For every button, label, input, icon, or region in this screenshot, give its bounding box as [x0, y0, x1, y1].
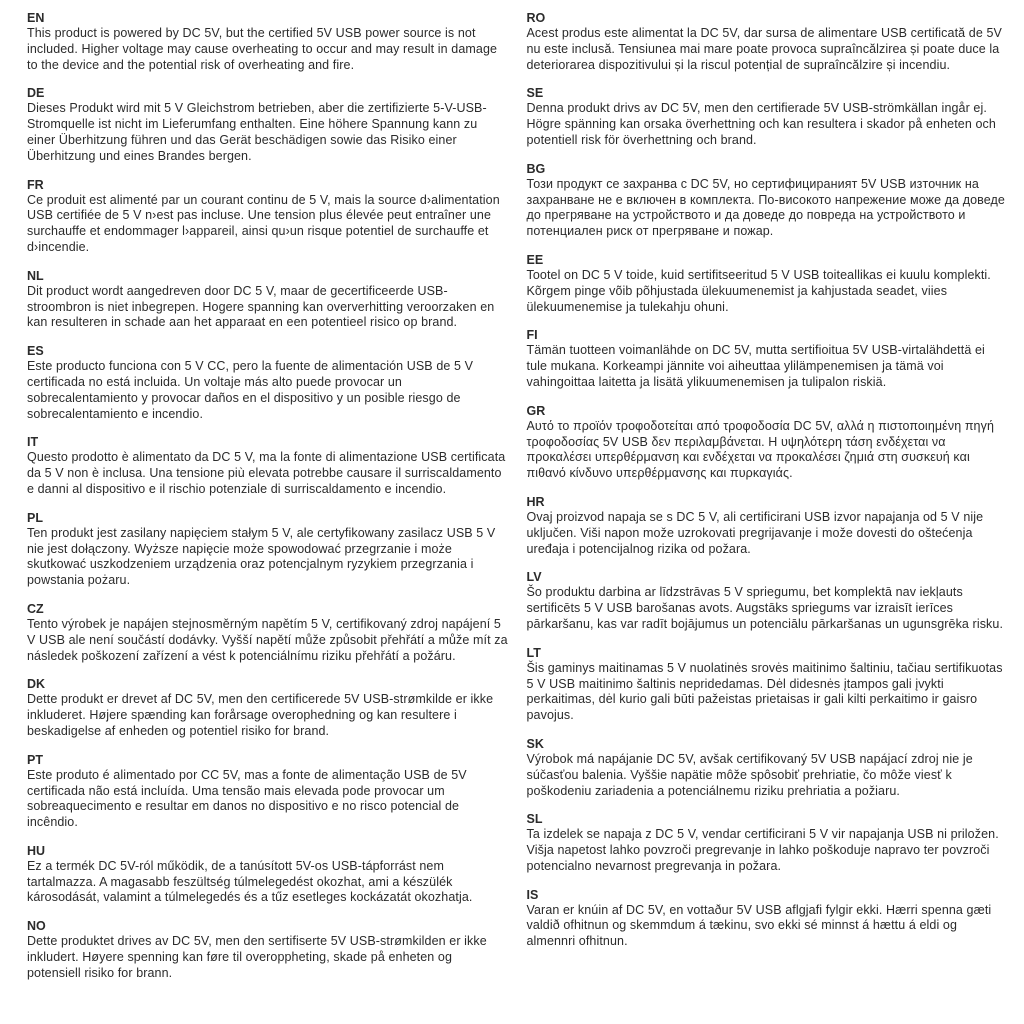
- warning-text: Šo produktu darbina ar līdzstrāvas 5 V spriegumu, bet komplektā nav iekļauts sertificēts 5 V USB barošanas avots. Augstāks spriegums var izraisīt ierīces pārkaršanu, kas var radīt bojājumus un potenciālu pārkaršanas un ugunsgrēka risku.: [526, 585, 1004, 631]
- warning-text: Този продукт се захранва с DC 5V, но сертифицираният 5V USB източник на захранване не е включен в комплекта. По-високото напрежение може да доведе до прегряване на устройството и да доведе до повреда на устройството и потенциален риск от прегряване и пожар.: [526, 176, 1005, 239]
- language-section: [27, 10, 509, 73]
- warning-text: Acest produs este alimentat la DC 5V, dar sursa de alimentare USB certificată de 5V nu este inclusă. Tensiunea mai mare poate provoca supraîncălzirea și poate duce la deteriorarea dispozitivului și la riscul potențial de supraîncălzire și incendiu.: [526, 26, 1002, 72]
- language-section: [27, 843, 509, 906]
- warning-text: Dette produkt er drevet af DC 5V, men den certificerede 5V USB-strømkilde er ikke inkluderet. Højere spænding kan forårsage overophedning og kan resultere i beskadigelse af enheden og potentiel risiko for brand.: [27, 692, 494, 738]
- language-section: [527, 403, 1009, 482]
- language-section: [27, 918, 509, 981]
- column-right: [527, 10, 1009, 1014]
- warning-text: Tämän tuotteen voimanlähde on DC 5V, mutta sertifioitua 5V USB-virtalähdettä ei tule mukana. Korkeampi jännite voi aiheuttaa ylilämpenemisen ja tämä voi vahingoittaa laitetta ja lisätä ylikuumenemisen ja tulipalon riskiä.: [526, 343, 985, 389]
- warning-text: Dette produktet drives av DC 5V, men den sertifiserte 5V USB-strømkilden er ikke inkludert. Høyere spenning kan føre til overoppheting, skade på enheten og potensiell risiko for brann.: [27, 934, 487, 980]
- language-code: BG: [526, 161, 546, 176]
- language-code: HR: [526, 494, 545, 509]
- language-section: [527, 645, 1009, 724]
- language-code: EN: [27, 11, 45, 25]
- warning-text: Denna produkt drivs av DC 5V, men den certifierade 5V USB-strömkällan ingår ej. Högre spänning kan orsaka överhettning och kan resultera i skador på enheten och potentiell risk för överhettning och brand.: [526, 101, 996, 147]
- warning-text: Ovaj proizvod napaja se s DC 5 V, ali certificirani USB izvor napajanja od 5 V nije uključen. Viši napon može uzrokovati pregrijavanje i može dovesti do oštećenja uređaja i potencijalnog rizika od požara.: [526, 509, 984, 556]
- warning-text: Dit product wordt aangedreven door DC 5 V, maar de gecertificeerde USB-stroombron is niet inbegrepen. Hogere spanning kan oververhitting veroorzaken en kan resulteren in schade aan het apparaat en een potentieel risico op brand.: [27, 283, 495, 330]
- language-code: SK: [526, 736, 544, 751]
- warning-text: Šis gaminys maitinamas 5 V nuolatinės srovės maitinimo šaltiniu, tačiau sertifikuotas 5 V USB maitinimo šaltinis nepridedamas. Dėl didesnės įtampos gali įvykti perkaitimas, dėl kurio gali būti pažeistas prietaisas ir gali kilti perkaitimo ir gaisro pavojus.: [526, 660, 1003, 723]
- warning-text: Ce produit est alimenté par un courant continu de 5 V, mais la source d›alimentation USB certifiée de 5 V n›est pas incluse. Une tension plus élevée peut entraîner une surchauffe et endommager l›appareil, ainsi qu›un risque potentiel de surchauffe et d›incendie.: [27, 192, 500, 254]
- language-code: EE: [526, 252, 544, 267]
- language-code: RO: [526, 11, 546, 25]
- language-section: [27, 752, 509, 831]
- warning-text: Tootel on DC 5 V toide, kuid sertifitseeritud 5 V USB toiteallikas ei kuulu komplekti. Kõrgem pinge võib põhjustada ülekuumenemist ja kahjustada seadet, viies ülekuumenemise ja tulekahju ohuni.: [526, 267, 991, 314]
- warning-text: Ez a termék DC 5V-ról működik, de a tanúsított 5V-os USB-tápforrást nem tartalmazza. A magasabb feszültség túlmelegedést okozhat, ami a készülék károsodását, valamint a túlmelegedés és a tűz esetleges kockázatát okozhatja.: [27, 858, 473, 905]
- language-section: [527, 887, 1009, 950]
- language-section: [527, 736, 1009, 799]
- language-code: HU: [27, 843, 46, 858]
- language-section: [27, 601, 509, 664]
- language-code: NO: [27, 919, 46, 934]
- warning-text: Varan er knúin af DC 5V, en vottaður 5V USB aflgjafi fylgir ekki. Hærri spenna gæti valdið ofhitnun og skemmdum á tækinu, svo ekki sé minnst á hættu á eldi og almennri ofhitnun.: [526, 902, 992, 949]
- warning-text: Este produto é alimentado por CC 5V, mas a fonte de alimentação USB de 5V certificada não está incluída. Uma tensão mais elevada pode provocar um sobreaquecimento e resultar em danos no dispositivo e no risco potencial de incêndio.: [27, 767, 467, 830]
- language-code: DE: [27, 86, 45, 101]
- language-code: LT: [526, 645, 541, 660]
- warning-text: Este producto funciona con 5 V CC, pero la fuente de alimentación USB de 5 V certificada no está incluida. Un voltaje más alto puede provocar un sobrecalentamiento y provocar daños en el dispositivo y un posible riesgo de sobrecalentamiento e incendio.: [27, 359, 474, 421]
- language-code: SL: [526, 812, 543, 827]
- warning-text: Výrobok má napájanie DC 5V, avšak certifikovaný 5V USB napájací zdroj nie je súčasťou balenia. Vyššie napätie môže spôsobiť prehriatie, čo môže viesť k poškodeniu zariadenia a potenciálnemu riziku prehriatia a požiaru.: [526, 751, 973, 798]
- language-code: FR: [27, 177, 44, 192]
- language-section: [27, 434, 509, 497]
- language-section: [527, 161, 1009, 240]
- language-code: FI: [526, 328, 538, 343]
- language-section: [527, 811, 1009, 874]
- language-section: [527, 85, 1009, 148]
- language-code: CZ: [27, 601, 44, 616]
- language-code: GR: [526, 403, 546, 418]
- warning-text: Questo prodotto è alimentato da DC 5 V, ma la fonte di alimentazione USB certificata da 5 V non è inclusa. Una tensione più elevata potrebbe causare il surriscaldamento e danni al dispositivo e il rischio potenziale di surriscaldamento e incendio.: [27, 450, 506, 496]
- column-left: [27, 10, 509, 1014]
- language-code: PL: [27, 510, 43, 525]
- language-code: IT: [27, 435, 39, 450]
- language-code: SE: [526, 86, 544, 101]
- language-section: [27, 177, 509, 256]
- language-code: DK: [27, 677, 46, 692]
- language-section: [527, 569, 1009, 632]
- language-section: [527, 10, 1009, 73]
- language-section: [27, 343, 509, 422]
- language-code: PT: [27, 752, 43, 767]
- language-code: IS: [526, 887, 539, 902]
- warning-text: Ta izdelek se napaja z DC 5 V, vendar certificirani 5 V vir napajanja USB ni priložen. Višja napetost lahko povzroči pregrevanje in lahko poškoduje napravo ter povzroči potencialno nevarnost pregrevanja in požara.: [526, 827, 999, 873]
- language-section: [527, 327, 1009, 390]
- warning-text: Tento výrobek je napájen stejnosměrným napětím 5 V, certifikovaný zdroj napájení 5 V USB ale není součástí dodávky. Vyšší napětí může způsobit přehřátí a může mít za následek poškození zařízení a vést k potenciálnímu riziku přehřátí a požáru.: [27, 616, 508, 663]
- language-section: [27, 510, 509, 589]
- language-section: [27, 676, 509, 739]
- warning-text: Αυτό το προϊόν τροφοδοτείται από τροφοδοσία DC 5V, αλλά η πιστοποιημένη πηγή τροφοδοσίας 5V USB δεν περιλαμβάνεται. Η υψηλότερη τάση ενδέχεται να προκαλέσει υπερθέρμανση και ενδέχεται να προκαλέσει ζημιά στη συσκευή και πιθανό κίνδυνο υπερθέρμανσης και πυρκαγιάς.: [526, 418, 994, 481]
- language-section: [527, 252, 1009, 315]
- language-section: [27, 268, 509, 331]
- language-section: [527, 494, 1009, 557]
- language-code: LV: [526, 570, 542, 585]
- warning-text: Dieses Produkt wird mit 5 V Gleichstrom betrieben, aber die zertifizierte 5-V-USB-Stromquelle ist nicht im Lieferumfang enthalten. Eine höhere Spannung kann zu einer Überhitzung führen und das Gerät beschädigen sowie das Risiko einer Überhitzung und eines Brandes bergen.: [27, 101, 487, 163]
- warning-text: This product is powered by DC 5V, but the certified 5V USB power source is not included. Higher voltage may cause overheating to occur and may result in damage to the device and the potential risk of overheating and fire.: [27, 26, 498, 72]
- language-section: [27, 85, 509, 164]
- language-code: ES: [27, 344, 44, 359]
- language-code: NL: [27, 268, 44, 283]
- warning-text: Ten produkt jest zasilany napięciem stałym 5 V, ale certyfikowany zasilacz USB 5 V nie jest dołączony. Wyższe napięcie może spowodować przegrzanie i może skutkować uszkodzeniem urządzenia oraz potencjalnym ryzykiem przegrzania i powstania pożaru.: [27, 525, 496, 588]
